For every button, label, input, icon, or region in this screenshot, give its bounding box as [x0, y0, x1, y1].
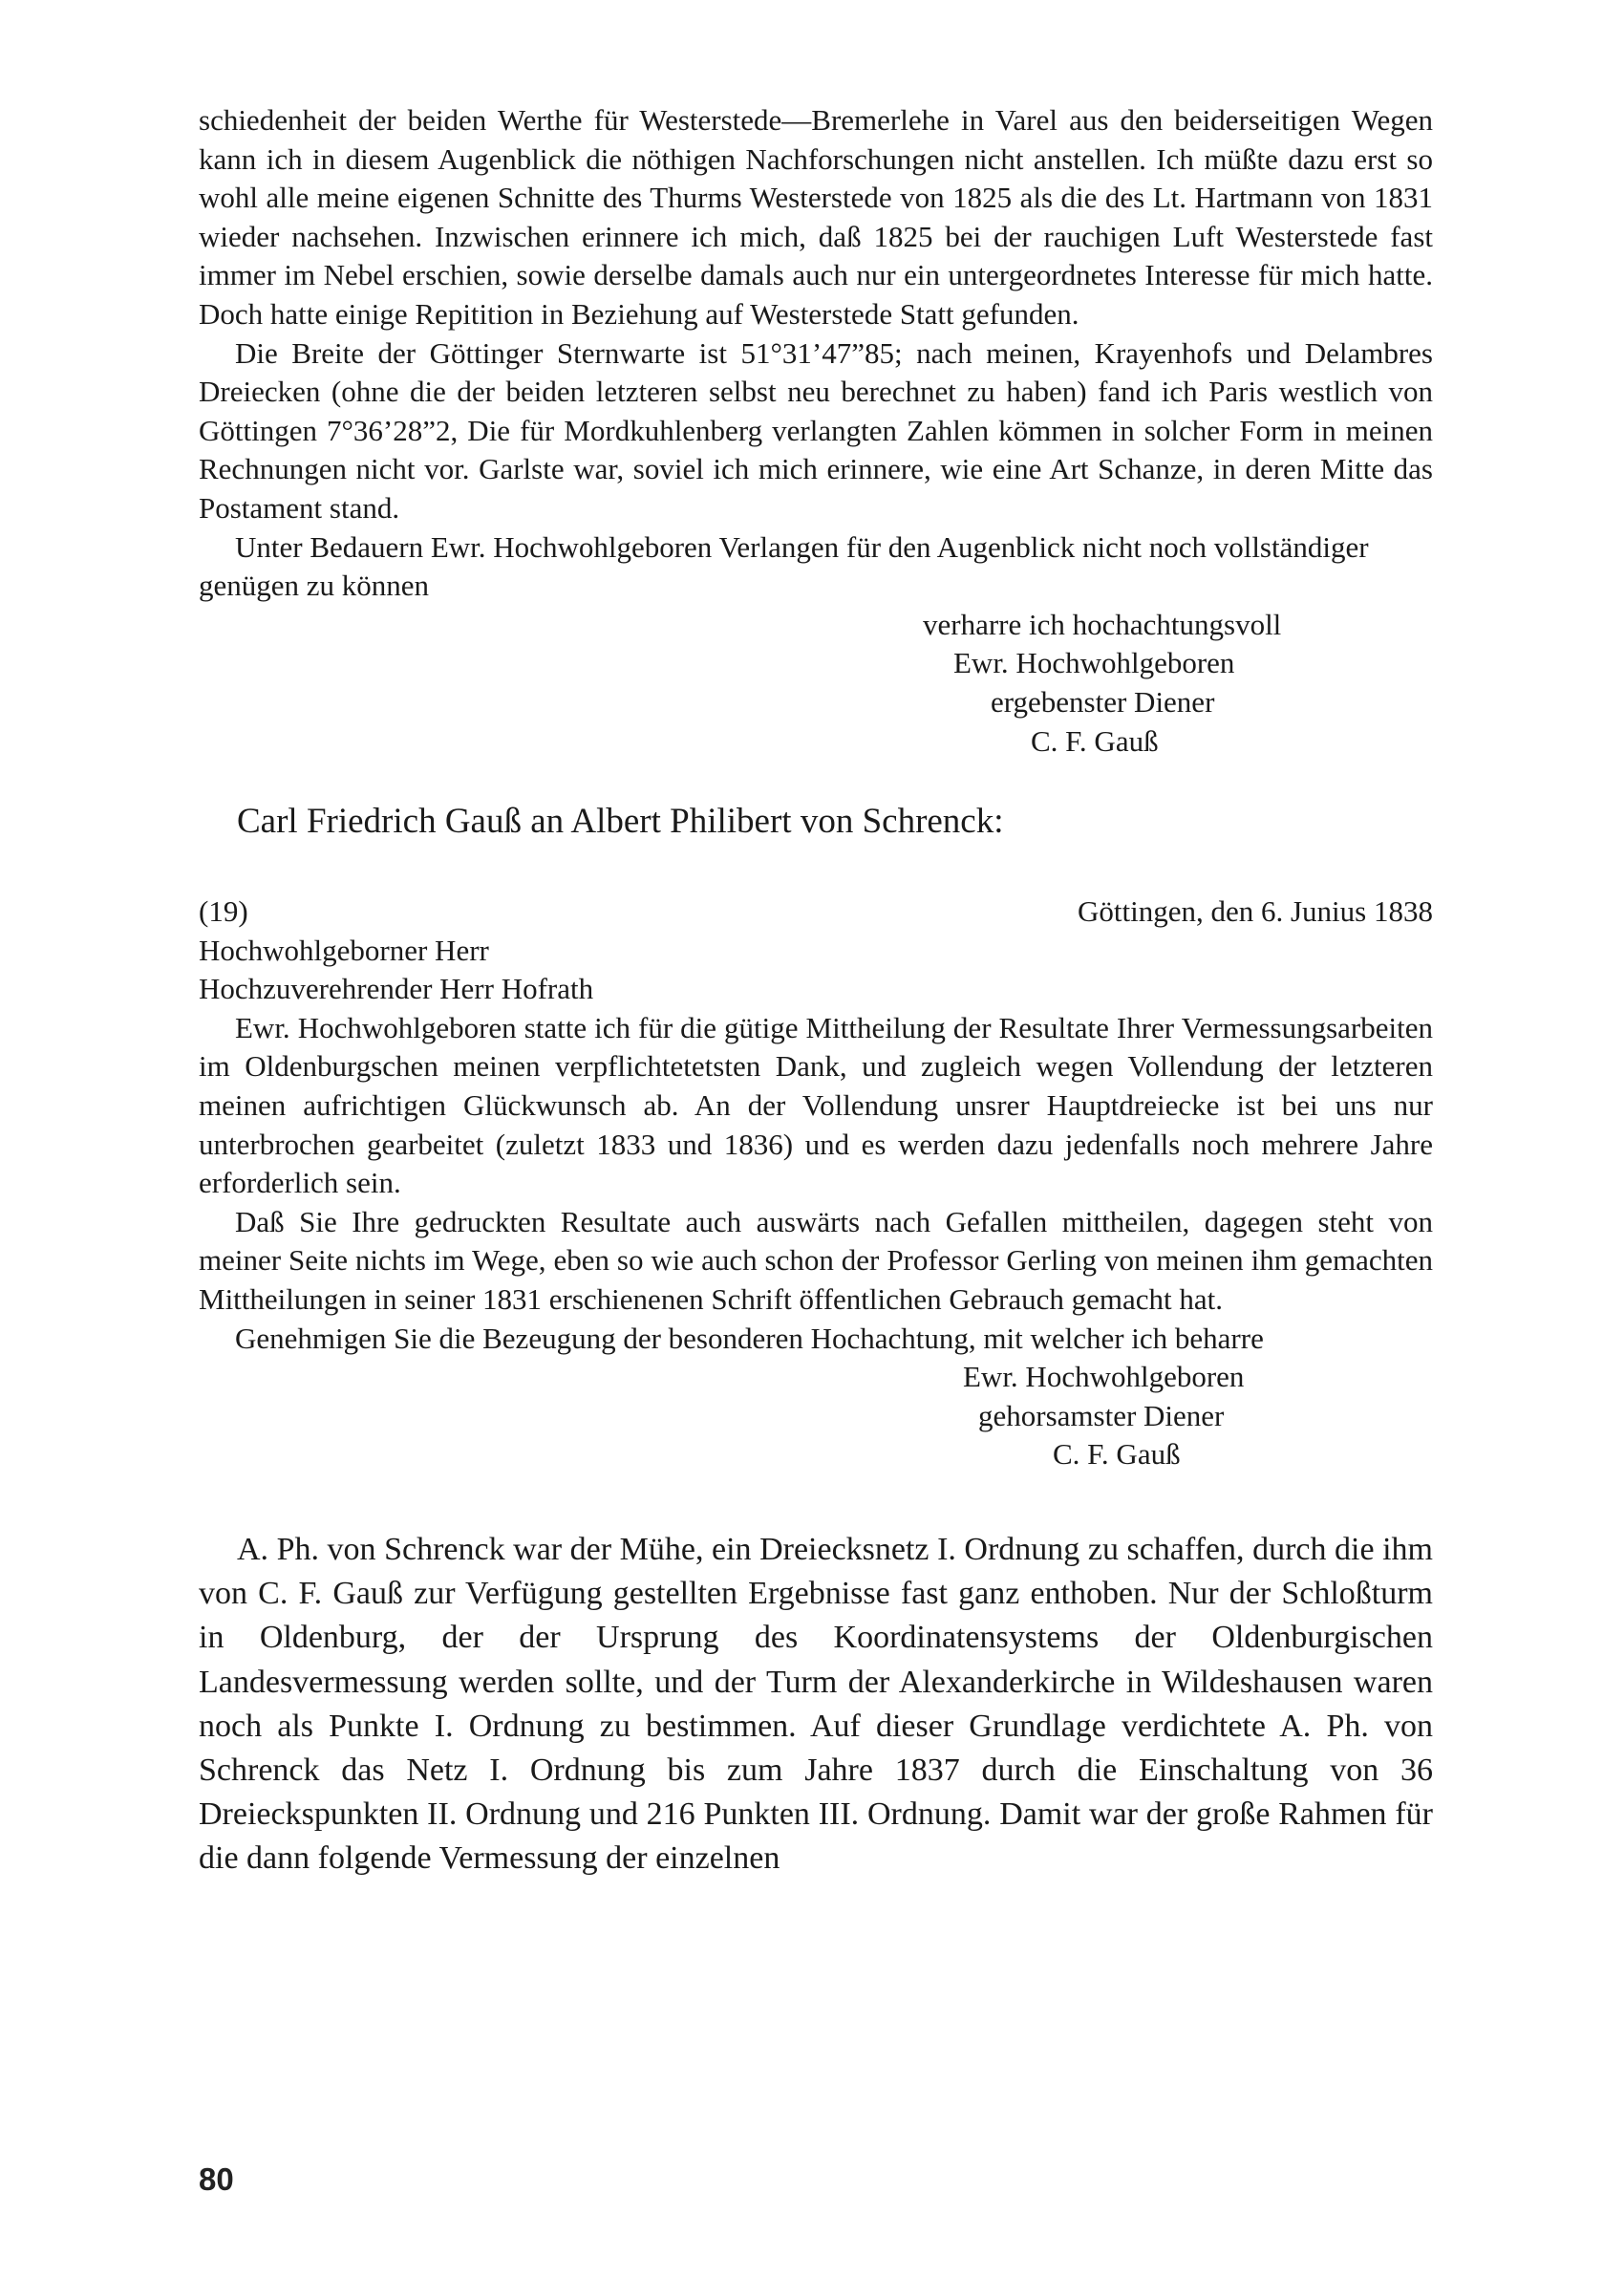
closing-line: gehorsamster Diener — [978, 1398, 1225, 1432]
letter-2-paragraph: Ewr. Hochwohlgeboren statte ich für die gütige Mittheilung der Resultate Ihrer Vermessungsarbeiten im Oldenburgschen meinen verpflichtetetsten Dank, und zugleich wegen Vollendung der letzteren meinen aufrichtigen Glückwunsch ab. An der Vollendung unsrer Hauptdreiecke ist bei uns nur unterbrochen gearbeitet (zuletzt 1833 und 1836) und es werden dazu jedenfalls noch mehrere Jahre erforderlich sein. — [199, 1010, 1433, 1200]
page-number: 80 — [199, 2161, 234, 2197]
closing-line: Ewr. Hochwohlgeboren — [953, 646, 1235, 680]
letter-heading: Carl Friedrich Gauß an Albert Philibert von Schrenck: — [237, 802, 1004, 842]
letter-2 — [199, 932, 1433, 1359]
page-body — [199, 101, 1433, 1881]
letter-2-paragraph: Daß Sie Ihre gedruckten Resultate auch auswärts nach Gefallen mittheilen, dagegen steht von meiner Seite nichts im Wege, eben so wie auch schon der Professor Gerling von meinen ihm gemachten Mittheilungen in seiner 1831 erschienenen Schrift öffentlichen Gebrauch gemacht hat. — [199, 1204, 1433, 1317]
letter-number: (19) — [199, 894, 248, 929]
letter-1-closing — [923, 606, 1400, 761]
closing-line: Ewr. Hochwohlgeboren — [963, 1360, 1245, 1394]
commentary-paragraph: A. Ph. von Schrenck war der Mühe, ein Dreiecksnetz I. Ordnung zu schaffen, durch die ihm von C. F. Gauß zur Verfügung gestellten Ergebnisse fast ganz enthoben. Nur der Schloßturm in Oldenburg, der der Ursprung des Koordinatensystems der Oldenburgischen Landesvermessung werden sollte, und der Turm der Alexanderkirche in Wildeshausen waren noch als Punkte I. Ordnung zu bestimmen. Auf dieser Grundlage verdichtete A. Ph. von Schrenck das Netz I. Ordnung bis zum Jahre 1837 durch die Einschaltung von 36 Dreieckspunkten II. Ordnung und 216 Punkten III. Ordnung. Damit war der große Rahmen für die dann folgende Vermessung der einzelnen — [199, 1532, 1433, 1877]
salutation-line: Hochzuverehrender Herr Hofrath — [199, 972, 594, 1006]
place-date: Göttingen, den 6. Junius 1838 — [1078, 894, 1433, 929]
signature: C. F. Gauß — [1053, 1437, 1181, 1472]
letter-1-paragraph: Unter Bedauern Ewr. Hochwohlgeboren Verlangen für den Augenblick nicht noch vollständiger genügen zu können — [199, 529, 1369, 603]
closing-line: ergebenster Diener — [991, 684, 1215, 719]
letter-1-paragraph: Die Breite der Göttinger Sternwarte ist 51°31’47”85; nach meinen, Krayenhofs und Delambres Dreiecken (ohne die der beiden letzteren selbst neu berechnet zu haben) fand ich Paris westlich von Göttingen 7°36’28”2, Die für Mordkuhlenberg verlangten Zahlen kömmen in solcher Form in meinen Rechnungen nicht vor. Garlste war, soviel ich mich erinnere, wie eine Art Schanze, in deren Mitte das Postament stand. — [199, 335, 1433, 525]
letter-1 — [199, 101, 1433, 606]
signature: C. F. Gauß — [1031, 723, 1159, 758]
letter-2-paragraph: Genehmigen Sie die Bezeugung der besonderen Hochachtung, mit welcher ich beharre — [235, 1321, 1264, 1355]
letter-1-paragraph: schiedenheit der beiden Werthe für Westerstede—Bremerlehe in Varel aus den beiderseitigen Wegen kann ich in diesem Augenblick die nöthigen Nachforschungen nicht anstellen. Ich müßte dazu erst so wohl alle meine eigenen Schnitte des Thurms Westerstede von 1825 als die des Lt. Hartmann von 1831 wieder nachsehen. Inzwischen erinnere ich mich, daß 1825 bei der rauchigen Luft Westerstede fast immer im Nebel erschien, sowie derselbe damals auch nur ein untergeordnetes Interesse für mich hatte. Doch hatte einige Repitition in Beziehung auf Westerstede Statt gefunden. — [199, 103, 1433, 331]
letter-2-closing — [963, 1358, 1402, 1474]
letter-2-header — [199, 892, 1433, 932]
salutation-line: Hochwohlgeborner Herr — [199, 933, 489, 967]
closing-line: verharre ich hochachtungsvoll — [923, 607, 1282, 641]
commentary-text — [199, 1528, 1433, 1881]
